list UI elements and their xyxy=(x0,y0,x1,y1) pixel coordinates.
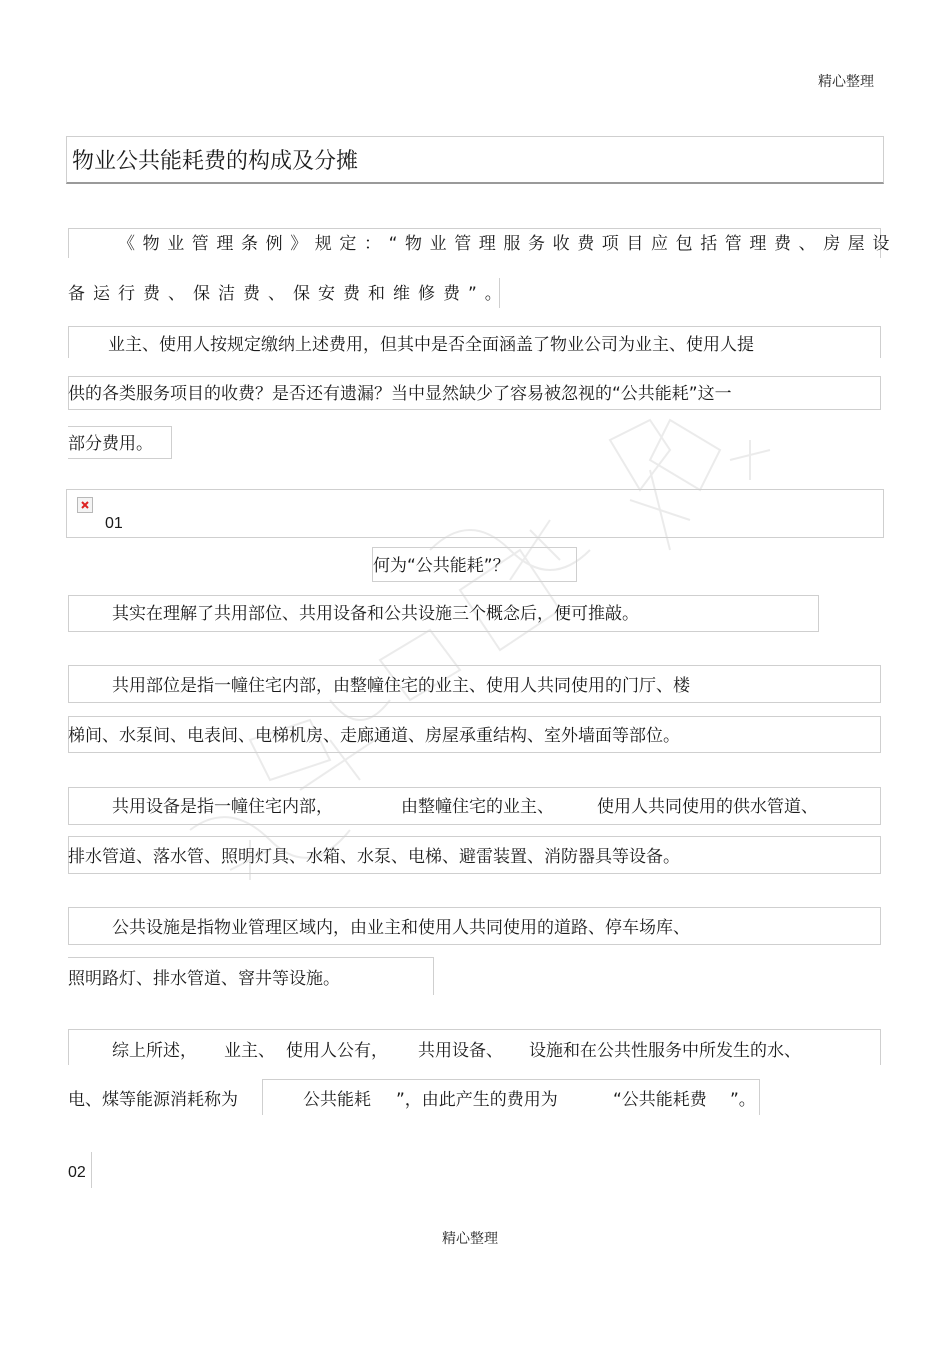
page-footer: 精心整理 xyxy=(442,1231,498,1247)
paragraph-2-line-2: 供的各类服务项目的收费？是否还有遗漏？当中显然缺少了容易被忽视的“公共能耗”这一 xyxy=(68,384,732,404)
paragraph-7-line-1b: 业主、 xyxy=(224,1041,275,1061)
paragraph-4-line-2: 梯间、水泵间、电表间、电梯机房、走廊通道、房屋承重结构、室外墙面等部位。 xyxy=(68,726,680,746)
paragraph-7-line-2b: 公共能耗 xyxy=(303,1090,371,1110)
page-header: 精心整理 xyxy=(818,74,874,90)
paragraph-7-line-2e: ”。 xyxy=(730,1090,756,1110)
paragraph-7-line-1e: 设施和在公共性服务中所发生的水、 xyxy=(529,1041,801,1061)
paragraph-7-line-2a: 电、煤等能源消耗称为 xyxy=(68,1090,238,1110)
paragraph-2-line-3: 部分费用。 xyxy=(68,434,153,454)
paragraph-5-line-1a: 共用设备是指一幢住宅内部， xyxy=(112,797,333,817)
section-2-number: 02 xyxy=(68,1164,86,1181)
paragraph-7-line-2d: “公共能耗费 xyxy=(613,1090,707,1110)
paragraph-6-line-1: 公共设施是指物业管理区域内，由业主和使用人共同使用的道路、停车场库、 xyxy=(112,918,690,938)
paragraph-5-line-2: 排水管道、落水管、照明灯具、水箱、水泵、电梯、避雷装置、消防器具等设备。 xyxy=(68,847,680,867)
paragraph-5-line-1b: 由整幢住宅的业主、 xyxy=(401,797,554,817)
section-1-heading: 何为“公共能耗”？ xyxy=(373,556,510,576)
paragraph-3: 其实在理解了共用部位、共用设备和公共设施三个概念后，便可推敲。 xyxy=(112,604,639,624)
section-1-number: 01 xyxy=(105,515,123,532)
page-title: 物业公共能耗费的构成及分摊 xyxy=(72,149,359,174)
section-1-frame xyxy=(66,489,884,538)
broken-image-icon xyxy=(77,497,93,513)
paragraph-1-line-2: 备运行费、保洁费、保安费和维修费”。 xyxy=(68,284,510,304)
paragraph-2-line-1: 业主、使用人按规定缴纳上述费用，但其中是否全面涵盖了物业公司为业主、使用人提 xyxy=(108,335,754,355)
paragraph-7-line-2c: ”，由此产生的费用为 xyxy=(396,1090,558,1110)
paragraph-6-line-2: 照明路灯、排水管道、窨井等设施。 xyxy=(68,969,340,989)
paragraph-7-line-1d: 共用设备、 xyxy=(418,1041,503,1061)
paragraph-7-line-1c: 使用人公有， xyxy=(286,1041,388,1061)
paragraph-7-line-1a: 综上所述， xyxy=(112,1041,197,1061)
paragraph-5-line-1c: 使用人共同使用的供水管道、 xyxy=(597,797,818,817)
paragraph-4-line-1: 共用部位是指一幢住宅内部，由整幢住宅的业主、使用人共同使用的门厅、楼 xyxy=(112,676,690,696)
paragraph-1-line-1: 《物业管理条例》规定：“物业管理服务收费项目应包括管理费、房屋设 xyxy=(118,234,898,254)
